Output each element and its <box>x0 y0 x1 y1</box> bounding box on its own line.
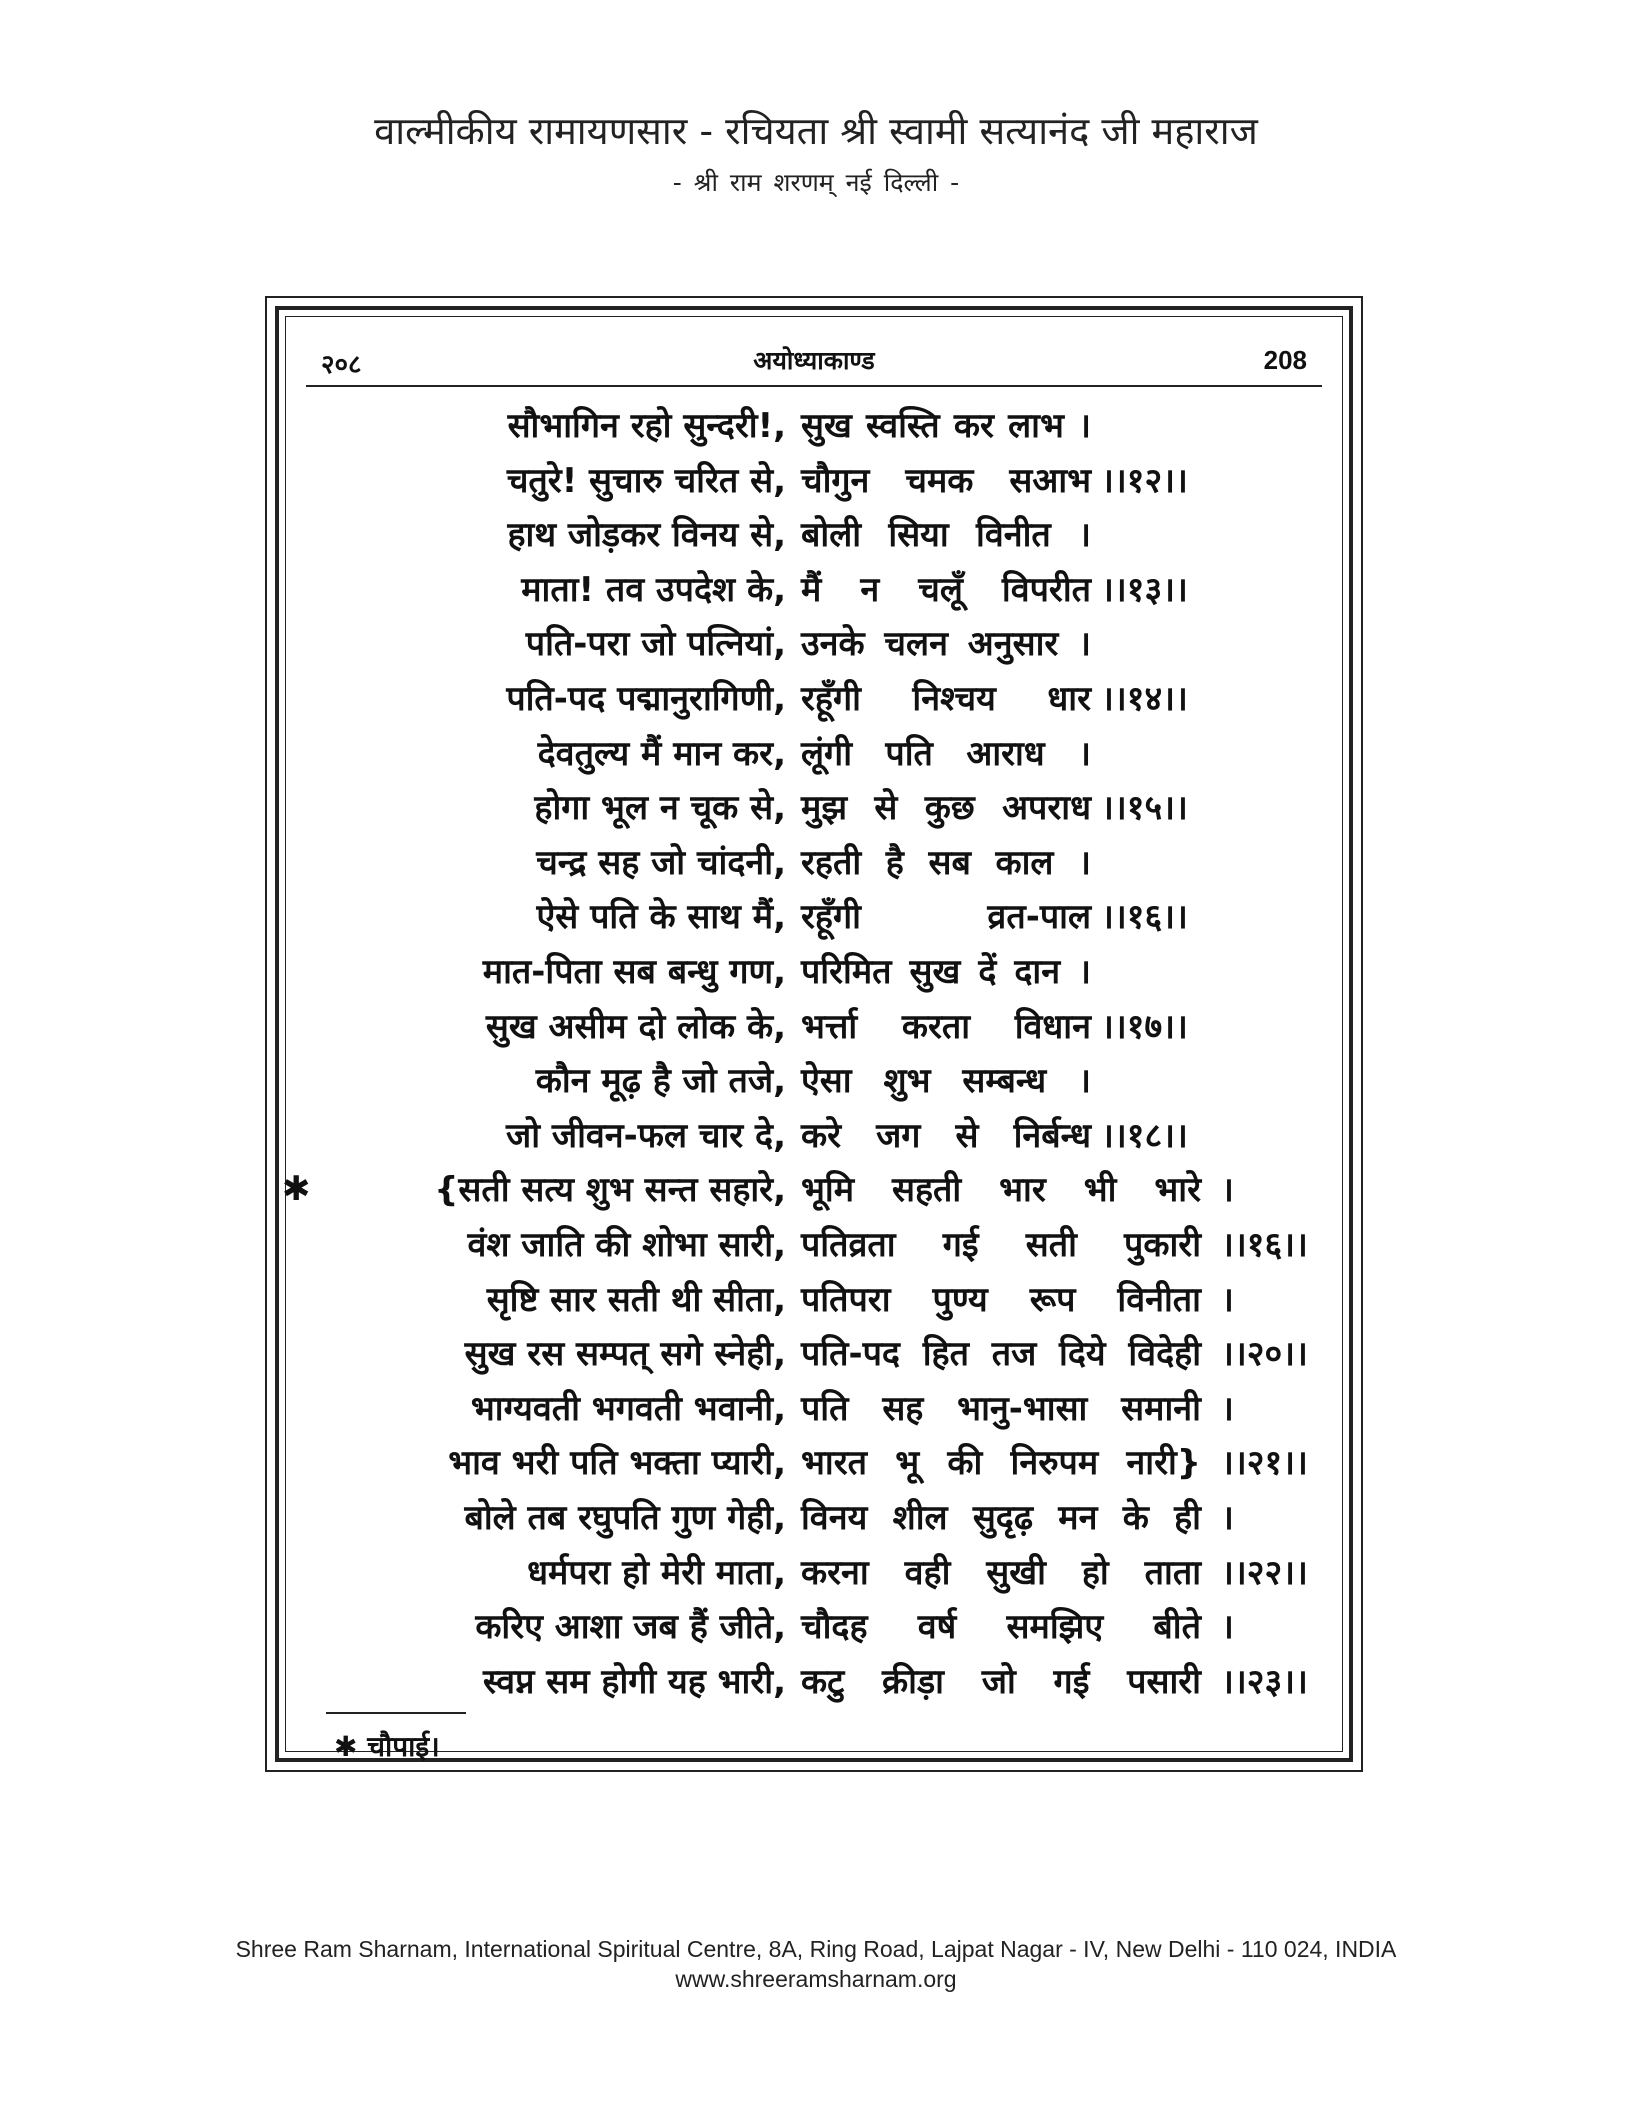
chaupai-line <box>286 1436 1342 1490</box>
doha-first-half: मात-पिता सब बन्धु गण, <box>482 952 786 992</box>
doha-second-half: लूंगी पति आराध । <box>801 733 1091 774</box>
doha-first-half: होगा भूल न चूक से, <box>534 788 786 829</box>
chaupai-second-half: भूमि सहती भार भी भारे <box>801 1170 1201 1211</box>
verse-number: ।।२१।। <box>1221 1443 1308 1484</box>
doha-line <box>286 672 1342 726</box>
doha-line <box>286 945 1342 999</box>
chaupai-second-half: विनय शील सुदृढ़ मन के ही <box>801 1498 1201 1538</box>
doha-first-half: पति-पद पद्मानुरागिणी, <box>506 679 786 719</box>
chaupai-line <box>286 1491 1342 1545</box>
doha-first-half: चतुरे! सुचारु चरित से, <box>506 460 786 501</box>
running-header <box>321 339 1307 379</box>
page-frame <box>265 296 1363 1772</box>
verse-number: ।।१५।। <box>1101 788 1188 829</box>
verse-number: । <box>1221 1170 1234 1211</box>
doha-first-half: ऐसे पति के साथ मैं, <box>536 897 786 938</box>
footer-address: Shree Ram Sharnam, International Spiritual Centre, 8A, Ring Road, Lajpat Nagar - IV, New Delhi - 110 024, INDIA <box>235 1936 1397 1962</box>
chaupai-first-half: वंश जाति की शोभा सारी, <box>467 1225 786 1265</box>
chaupai-first-half: करिए आशा जब हैं जीते, <box>475 1607 786 1648</box>
chaupai-second-half: पति सह भानु-भासा समानी <box>801 1388 1201 1429</box>
doha-first-half: पति-परा जो पत्नियां, <box>525 624 786 665</box>
page-frame-inner <box>275 306 1353 1762</box>
chaupai-line <box>286 1218 1342 1272</box>
chaupai-line <box>286 1655 1342 1709</box>
footnote: ✱ चौपाई। <box>334 1730 440 1763</box>
page-frame-border <box>282 316 1343 1763</box>
page-number: 208 <box>1263 345 1307 375</box>
chaupai-second-half: कटु क्रीड़ा जो गई पसारी <box>801 1661 1201 1702</box>
verse-number: ।।१७।। <box>1101 1006 1188 1047</box>
chaupai-second-half: चौदह वर्ष समझिए बीते <box>801 1607 1201 1648</box>
doha-second-half: रहूँगी व्रत-पाल <box>801 897 1091 938</box>
doha-second-half: करे जग से निर्बन्ध <box>801 1115 1091 1156</box>
doha-first-half: जो जीवन-फल चार दे, <box>505 1115 786 1156</box>
doha-second-half: परिमित सुख दें दान । <box>801 952 1091 992</box>
chaupai-line <box>286 1546 1342 1600</box>
doha-second-half: रहूँगी निश्चय धार <box>801 679 1091 719</box>
verse-number: । <box>1221 1607 1234 1648</box>
chaupai-first-half: बोले तब रघुपति गुण गेही, <box>464 1498 786 1538</box>
footnote-rule <box>326 1712 466 1714</box>
chaupai-line <box>286 1327 1342 1381</box>
doha-line <box>286 1054 1342 1108</box>
doha-line <box>286 454 1342 508</box>
document-title: वाल्मीकीय रामायणसार - रचियता श्री स्वामी सत्यानंद जी महाराज <box>374 109 1258 153</box>
doha-line <box>286 836 1342 890</box>
document-subtitle: - श्री राम शरणम् नई दिल्ली - <box>672 168 960 197</box>
doha-second-half: बोली सिया विनीत । <box>801 515 1091 556</box>
verse-number: । <box>1221 1279 1234 1320</box>
chaupai-line <box>286 1600 1342 1654</box>
doha-second-half: ऐसा शुभ सम्बन्ध । <box>801 1061 1091 1102</box>
doha-line <box>286 508 1342 562</box>
doha-line <box>286 727 1342 781</box>
verse-number: ।।२३।। <box>1221 1661 1308 1702</box>
chaupai-first-half: भाग्यवती भगवती भवानी, <box>470 1388 786 1429</box>
chaupai-first-half: स्वप्न सम होगी यह भारी, <box>482 1661 786 1702</box>
verse-number: ।।२२।। <box>1221 1552 1308 1593</box>
verse-number: ।।१६।। <box>1101 897 1188 938</box>
verse-number: ।।१३।। <box>1101 569 1188 610</box>
doha-first-half: हाथ जोड़कर विनय से, <box>507 515 786 556</box>
chaupai-first-half: {सती सत्य शुभ सन्त सहारे, <box>434 1170 786 1211</box>
asterisk-marker-icon: ✱ <box>282 1169 311 1210</box>
doha-first-half: सौभागिन रहो सुन्दरी!, <box>507 406 786 446</box>
chaupai-second-half: भारत भू की निरुपम नारी} <box>801 1443 1201 1484</box>
doha-first-half: सुख असीम दो लोक के, <box>485 1006 786 1047</box>
footer-website: www.shreeramsharnam.org <box>675 1966 957 1992</box>
doha-second-half: चौगुन चमक सआभ <box>801 460 1091 501</box>
header-rule <box>306 385 1322 387</box>
doha-second-half: मुझ से कुछ अपराध <box>801 788 1091 829</box>
doha-second-half: भर्त्ता करता विधान <box>801 1006 1091 1047</box>
verse-number: ।।१४।। <box>1101 679 1188 719</box>
chaupai-first-half: भाव भरी पति भक्ता प्यारी, <box>448 1443 786 1484</box>
chaupai-second-half: करना वही सुखी हो ताता <box>801 1552 1201 1593</box>
verse-number: ।।१२।। <box>1101 460 1188 501</box>
chaupai-first-half: सृष्टि सार सती थी सीता, <box>486 1279 786 1320</box>
chaupai-line <box>286 1163 1342 1217</box>
chaupai-second-half: पति-पद हित तज दिये विदेही <box>801 1334 1201 1375</box>
chaupai-first-half: सुख रस सम्पत् सगे स्नेही, <box>464 1334 786 1375</box>
verse-number: ।।१६।। <box>1221 1225 1308 1265</box>
chaupai-second-half: पतिव्रता गई सती पुकारी <box>801 1225 1201 1265</box>
verse-number: । <box>1221 1388 1234 1429</box>
doha-first-half: देवतुल्य मैं मान कर, <box>537 733 786 774</box>
doha-line <box>286 1000 1342 1054</box>
doha-second-half: रहती है सब काल । <box>801 842 1091 883</box>
verse-number: ।।१८।। <box>1101 1115 1188 1156</box>
doha-second-half: मैं न चलूँ विपरीत <box>801 569 1091 610</box>
chaupai-line <box>286 1382 1342 1436</box>
doha-line <box>286 563 1342 617</box>
section-title: अयोध्याकाण्ड <box>753 346 875 375</box>
page-number-devanagari: २०८ <box>321 350 362 380</box>
doha-first-half: चन्द्र सह जो चांदनी, <box>536 842 786 883</box>
doha-first-half: माता! तव उपदेश के, <box>521 569 786 610</box>
doha-second-half: उनके चलन अनुसार । <box>801 624 1091 665</box>
verse-number: । <box>1221 1498 1234 1538</box>
doha-line <box>286 781 1342 835</box>
chaupai-first-half: धर्मपरा हो मेरी माता, <box>527 1552 786 1593</box>
verse-number: ।।२०।। <box>1221 1334 1308 1375</box>
chaupai-second-half: पतिपरा पुण्य रूप विनीता <box>801 1279 1201 1320</box>
doha-line <box>286 1109 1342 1163</box>
doha-line <box>286 399 1342 453</box>
doha-first-half: कौन मूढ़ है जो तजे, <box>535 1061 786 1102</box>
chaupai-line <box>286 1273 1342 1327</box>
doha-line <box>286 890 1342 944</box>
doha-second-half: सुख स्वस्ति कर लाभ । <box>801 406 1091 446</box>
doha-line <box>286 617 1342 671</box>
